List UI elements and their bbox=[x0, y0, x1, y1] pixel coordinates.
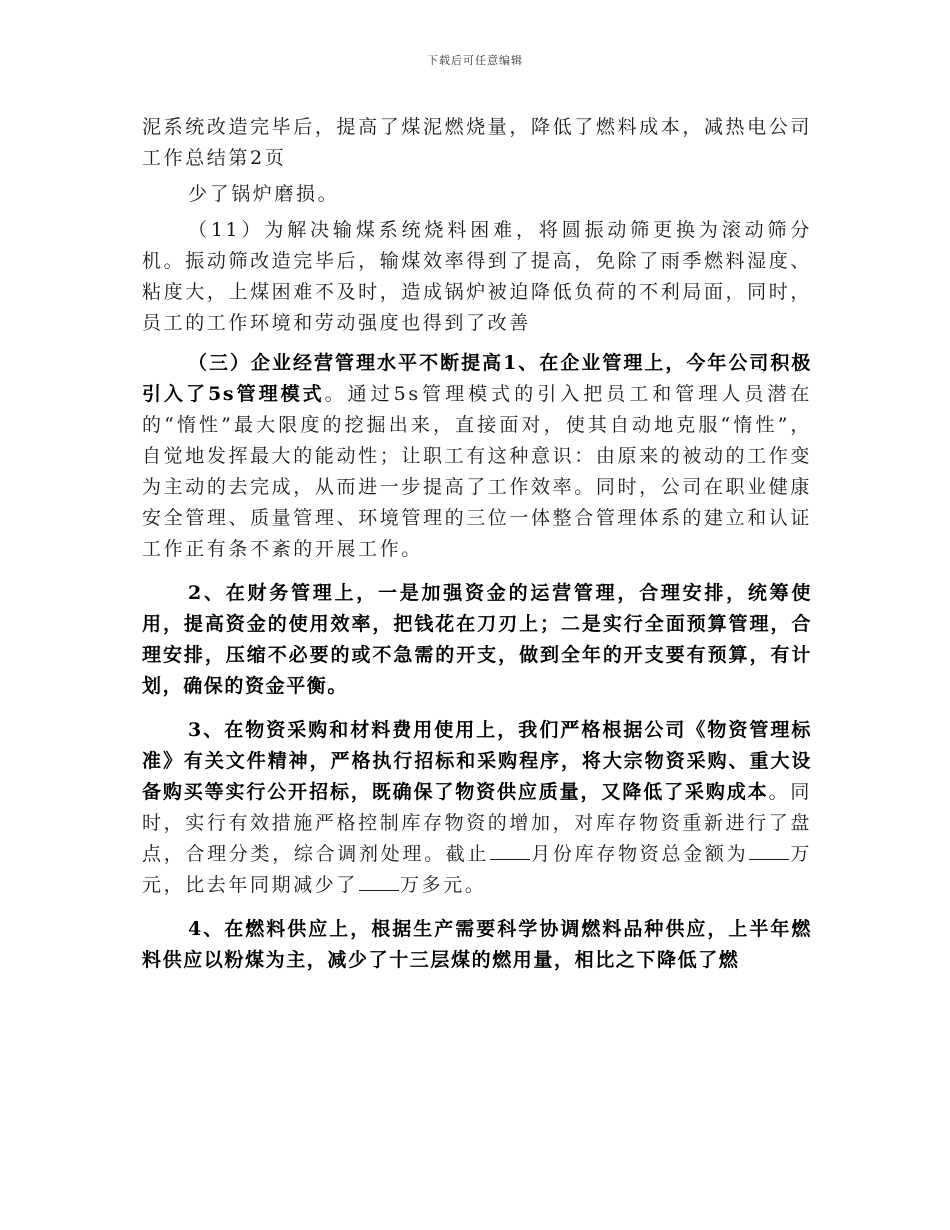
blank-month bbox=[490, 841, 530, 860]
paragraph-4-bold: （三）企业经营管理水平不断提高1、在企业管理上，今年公司积极引入了5s管理模式 bbox=[142, 352, 812, 405]
paragraph-1: 泥系统改造完毕后，提高了煤泥燃烧量，降低了燃料成本，减热电公司工作总结第2页 bbox=[142, 116, 812, 169]
paragraph-6-rest-d: 万多元。 bbox=[400, 874, 487, 896]
page-header: 下载后可任意编辑 bbox=[427, 54, 523, 67]
paragraph-6-bold: 3、在物资采购和材料费用使用上，我们严格根据公司《物资管理标准》有关文件精神，严格执行招标和采购程序，将大宗物资采购、重大设备购买等实行公开招标，既确保了物资供应质量，又降低了采购成本 bbox=[142, 719, 812, 803]
paragraph-7: 4、在燃料供应上，根据生产需要科学协调燃料品种供应，上半年燃料供应以粉煤为主，减少了十三层煤的燃用量，相比之下降低了燃 bbox=[142, 918, 812, 971]
blank-total-amount bbox=[749, 841, 789, 860]
paragraph-6-rest-c: 万元，比去年同期减少了 bbox=[142, 843, 812, 896]
paragraph-4 bbox=[142, 348, 812, 565]
paragraph-2: 少了锅炉磨损。 bbox=[188, 183, 340, 205]
paragraph-6-rest-a: 。同时，实行有效措施严格控制库存物资的增加，对库存物资重新进行了盘点，合理分类，综合调剂处理。截止 bbox=[142, 781, 812, 865]
paragraph-6 bbox=[142, 715, 812, 901]
paragraph-5: 2、在财务管理上，一是加强资金的运营管理，合理安排，统筹使用，提高资金的使用效率，把钱花在刀刃上；二是实行全面预算管理，合理安排，压缩不必要的或不急需的开支，做到全年的开支要有预算，有计划，确保的资金平衡。 bbox=[142, 582, 812, 697]
blank-reduced-amount bbox=[359, 872, 399, 891]
paragraph-6-rest-b: 月份库存物资总金额为 bbox=[531, 843, 749, 865]
paragraph-4-rest: 。通过5s管理模式的引入把员工和管理人员潜在的“惰性”最大限度的挖掘出来，直接面对，使其自动地克服“惰性”，自觉地发挥最大的能动性；让职工有这种意识：由原来的被动的工作变为主动的去完成，从而进一步提高了工作效率。同时，公司在职业健康安全管理、质量管理、环境管理的三位一体整合管理体系的建立和认证工作正有条不紊的开展工作。 bbox=[142, 383, 812, 560]
document-body bbox=[142, 112, 812, 976]
paragraph-3: （11）为解决输煤系统烧料困难，将圆振动筛更换为滚动筛分机。振动筛改造完毕后，输煤效率得到了提高，免除了雨季燃料湿度、粘度大，上煤困难不及时，造成锅炉被迫降低负荷的不利局面，同时，员工的工作环境和劳动强度也得到了改善 bbox=[142, 219, 812, 334]
